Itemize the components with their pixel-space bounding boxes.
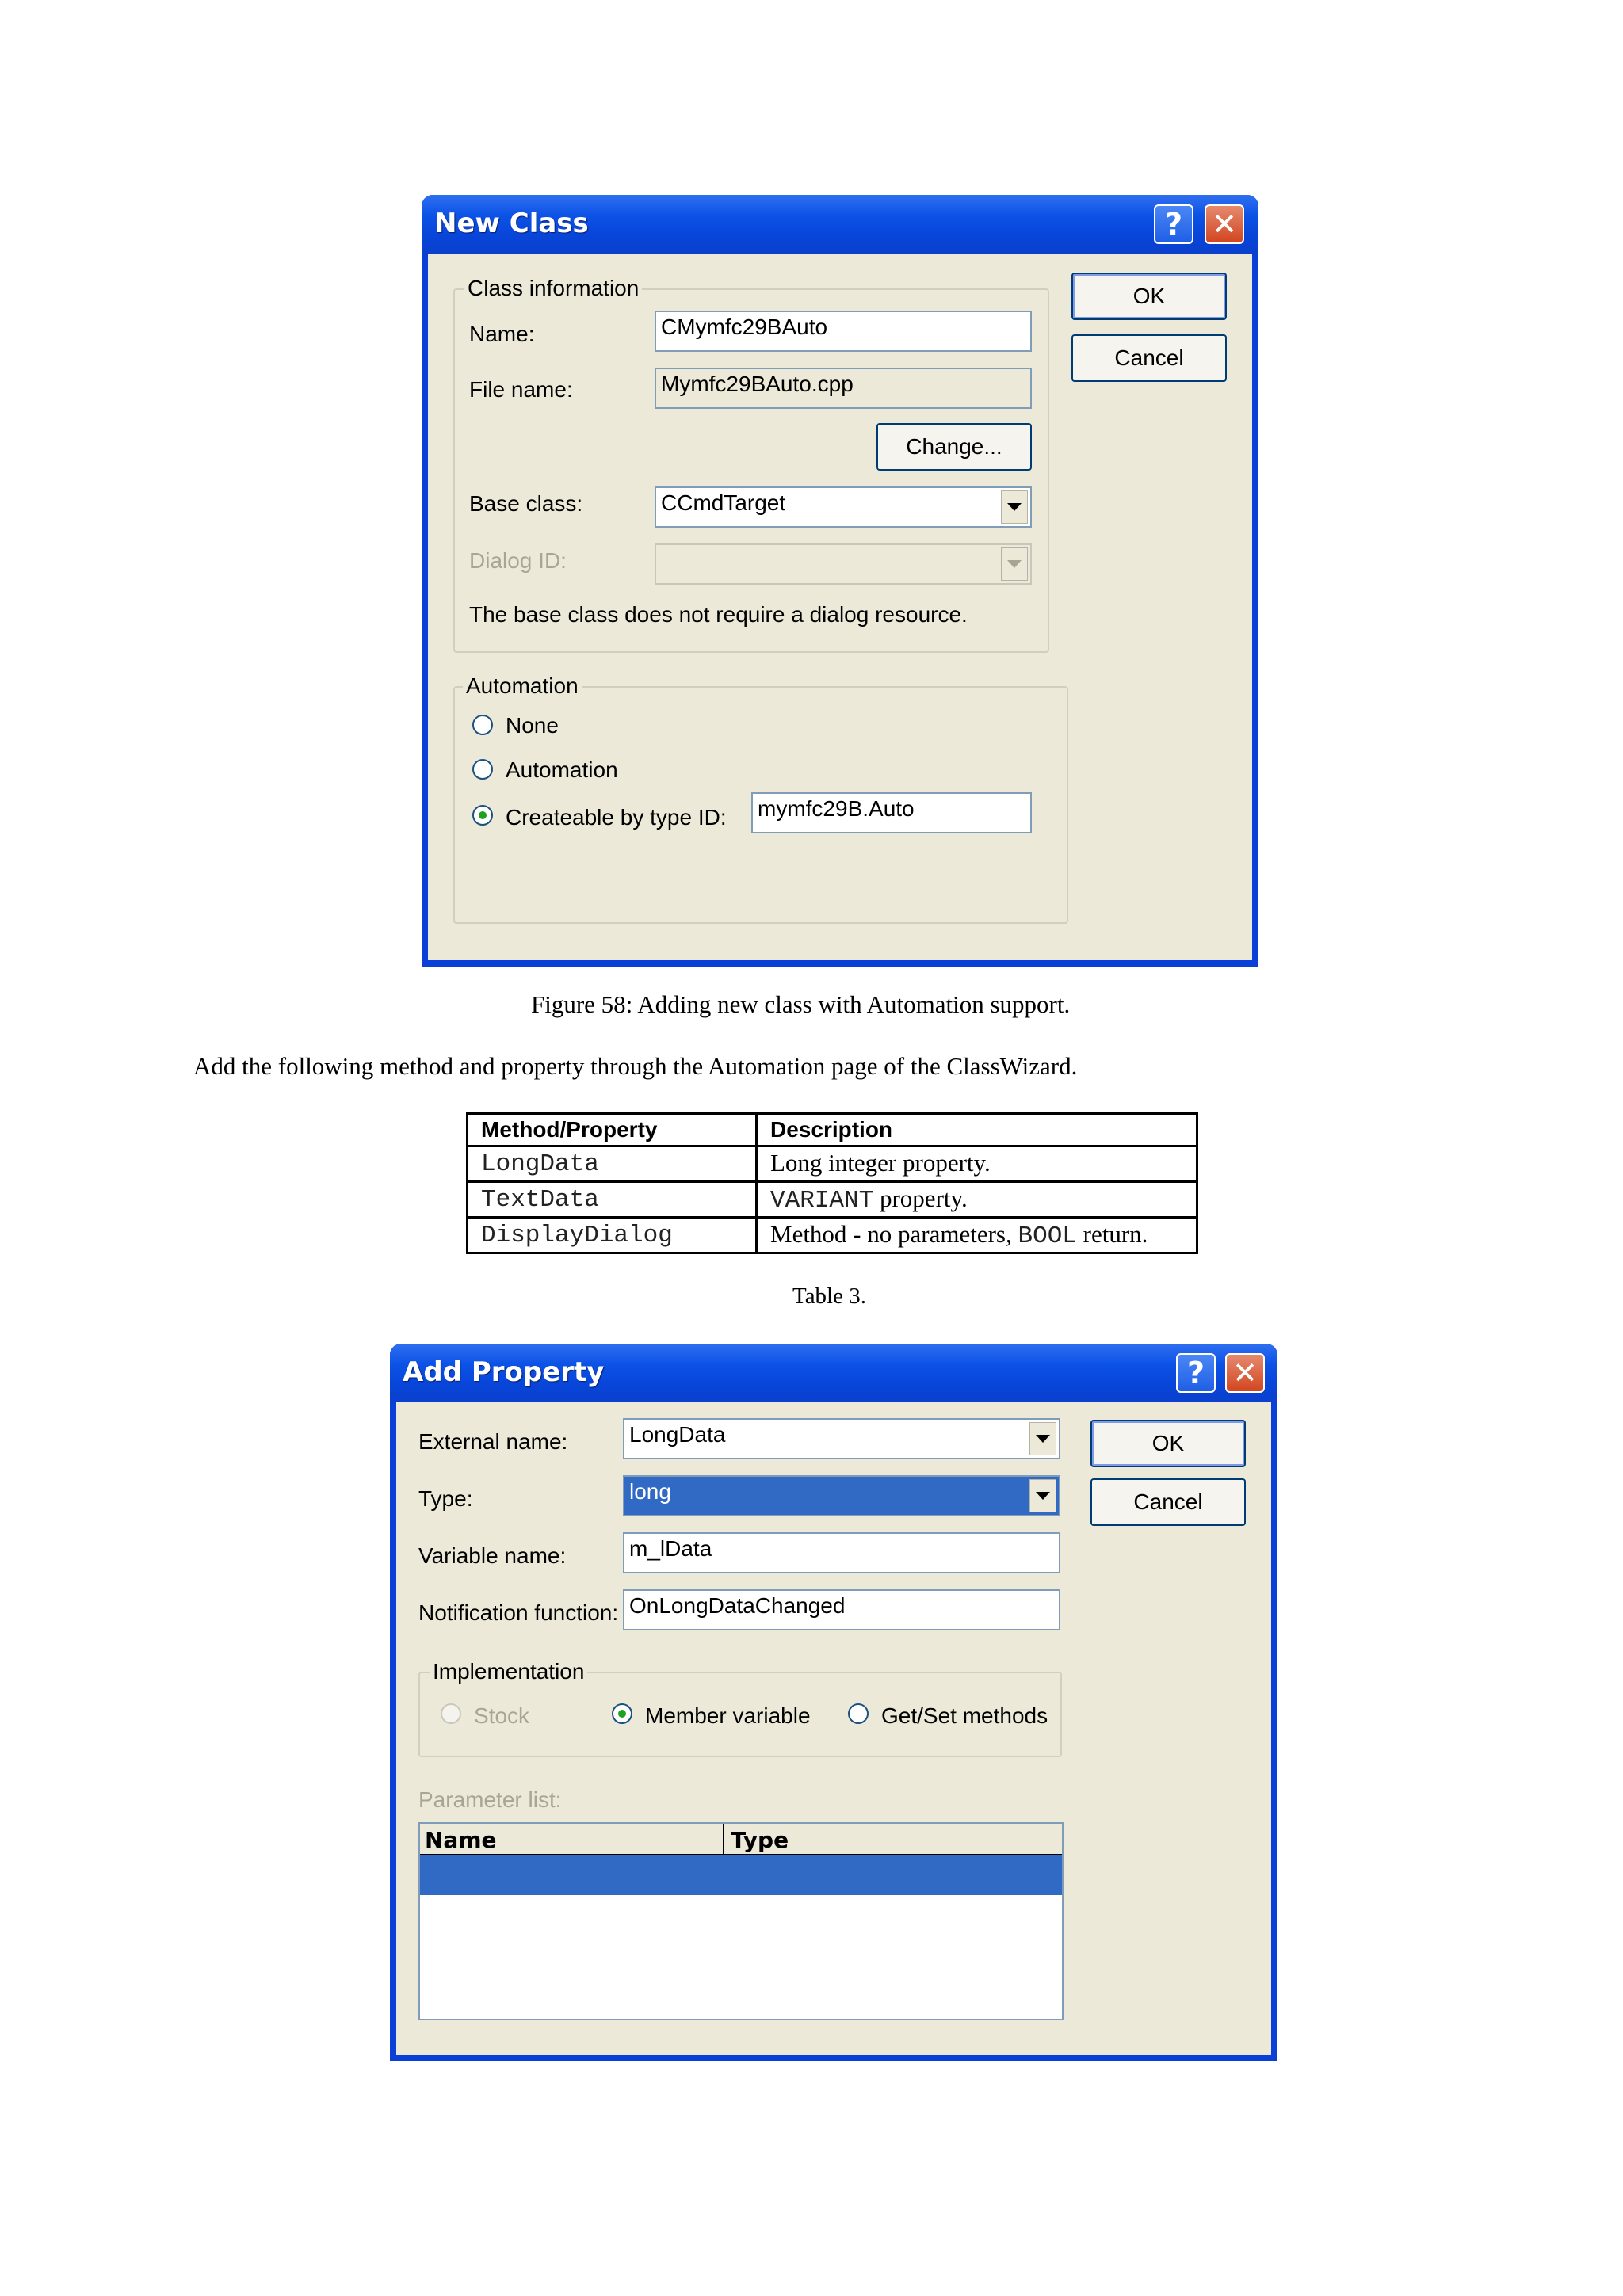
class-information-label: Class information — [464, 276, 642, 301]
table-row — [468, 1182, 1197, 1218]
table-row — [468, 1218, 1197, 1253]
help-icon[interactable]: ? — [1154, 204, 1193, 244]
dialog-client — [428, 254, 1252, 960]
table-cell-name: DisplayDialog — [468, 1218, 757, 1253]
name-field[interactable]: CMymfc29BAuto — [655, 311, 1032, 352]
member-variable-radio[interactable] — [612, 1703, 632, 1724]
automation-group-label: Automation — [463, 673, 582, 699]
table-cell-description: Method - no parameters, BOOL return. — [757, 1218, 1197, 1253]
external-name-combo[interactable] — [623, 1418, 1060, 1459]
body-paragraph: Add the following method and property through the Automation page of the ClassWizard. — [193, 1052, 1078, 1080]
table-cell-name: TextData — [468, 1182, 757, 1218]
get-set-methods-radio-label[interactable]: Get/Set methods — [881, 1703, 1048, 1728]
member-variable-radio-label[interactable]: Member variable — [645, 1703, 811, 1728]
dialog-title: Add Property — [403, 1356, 605, 1388]
close-icon[interactable]: ✕ — [1225, 1353, 1265, 1393]
createable-radio-label[interactable]: Createable by type ID: — [506, 805, 727, 830]
get-set-methods-radio[interactable] — [848, 1703, 869, 1724]
base-class-label: Base class: — [469, 491, 583, 516]
table-cell-description: Long integer property. — [757, 1146, 1197, 1182]
automation-radio-label[interactable]: Automation — [506, 757, 618, 782]
base-class-combo[interactable] — [655, 486, 1032, 528]
table-header-row — [468, 1114, 1197, 1146]
parameter-list-label: Parameter list: — [418, 1787, 562, 1812]
new-class-dialog — [422, 195, 1258, 967]
table-caption: Table 3. — [792, 1283, 866, 1309]
table-header-cell: Method/Property — [468, 1114, 757, 1146]
dialog-id-label: Dialog ID: — [469, 548, 567, 573]
file-name-field: Mymfc29BAuto.cpp — [655, 368, 1032, 409]
table-row — [468, 1146, 1197, 1182]
ok-button[interactable]: OK — [1071, 273, 1227, 320]
add-property-dialog — [390, 1344, 1277, 2061]
table-header-cell: Description — [757, 1114, 1197, 1146]
table-cell-name: LongData — [468, 1146, 757, 1182]
base-class-value: CCmdTarget — [661, 490, 786, 515]
table-cell-description: VARIANT property. — [757, 1182, 1197, 1218]
help-icon[interactable]: ? — [1176, 1353, 1216, 1393]
cancel-button[interactable]: Cancel — [1071, 334, 1227, 382]
type-combo[interactable] — [623, 1475, 1060, 1516]
chevron-down-icon — [1001, 547, 1028, 581]
cancel-button[interactable]: Cancel — [1090, 1478, 1246, 1526]
createable-radio[interactable] — [472, 805, 493, 826]
methods-table — [466, 1112, 1198, 1254]
variable-name-field[interactable]: m_lData — [623, 1532, 1060, 1573]
base-class-info-text: The base class does not require a dialog resource. — [469, 602, 968, 627]
figure-caption: Figure 58: Adding new class with Automation support. — [531, 990, 1071, 1018]
none-radio[interactable] — [472, 715, 493, 735]
name-label: Name: — [469, 322, 535, 346]
external-name-label: External name: — [418, 1429, 568, 1454]
file-name-label: File name: — [469, 377, 573, 402]
parameter-list-header — [420, 1824, 1062, 1855]
title-bar[interactable] — [390, 1344, 1277, 1402]
notification-function-field[interactable]: OnLongDataChanged — [623, 1589, 1060, 1630]
stock-radio-label: Stock — [474, 1703, 530, 1728]
automation-radio[interactable] — [472, 759, 493, 780]
type-label: Type: — [418, 1486, 473, 1511]
dialog-title: New Class — [434, 208, 589, 239]
ok-button[interactable]: OK — [1090, 1420, 1246, 1467]
notification-function-label: Notification function: — [418, 1600, 619, 1625]
type-value: long — [629, 1479, 671, 1504]
implementation-group-label: Implementation — [430, 1659, 587, 1684]
variable-name-label: Variable name: — [418, 1543, 567, 1568]
column-name-header[interactable]: Name — [420, 1824, 724, 1854]
title-bar[interactable] — [422, 195, 1258, 254]
chevron-down-icon[interactable] — [1029, 1479, 1056, 1512]
list-item[interactable] — [420, 1855, 1062, 1895]
stock-radio — [441, 1703, 461, 1724]
chevron-down-icon[interactable] — [1029, 1422, 1056, 1455]
dialog-id-combo — [655, 543, 1032, 585]
close-icon[interactable]: ✕ — [1205, 204, 1244, 244]
dialog-client — [396, 1402, 1271, 2055]
external-name-value: LongData — [629, 1422, 726, 1447]
chevron-down-icon[interactable] — [1001, 490, 1028, 524]
column-type-header[interactable]: Type — [731, 1827, 789, 1853]
parameter-list[interactable] — [418, 1822, 1064, 2020]
type-id-field[interactable]: mymfc29B.Auto — [751, 792, 1032, 833]
none-radio-label[interactable]: None — [506, 713, 559, 738]
change-button[interactable]: Change... — [876, 423, 1032, 471]
